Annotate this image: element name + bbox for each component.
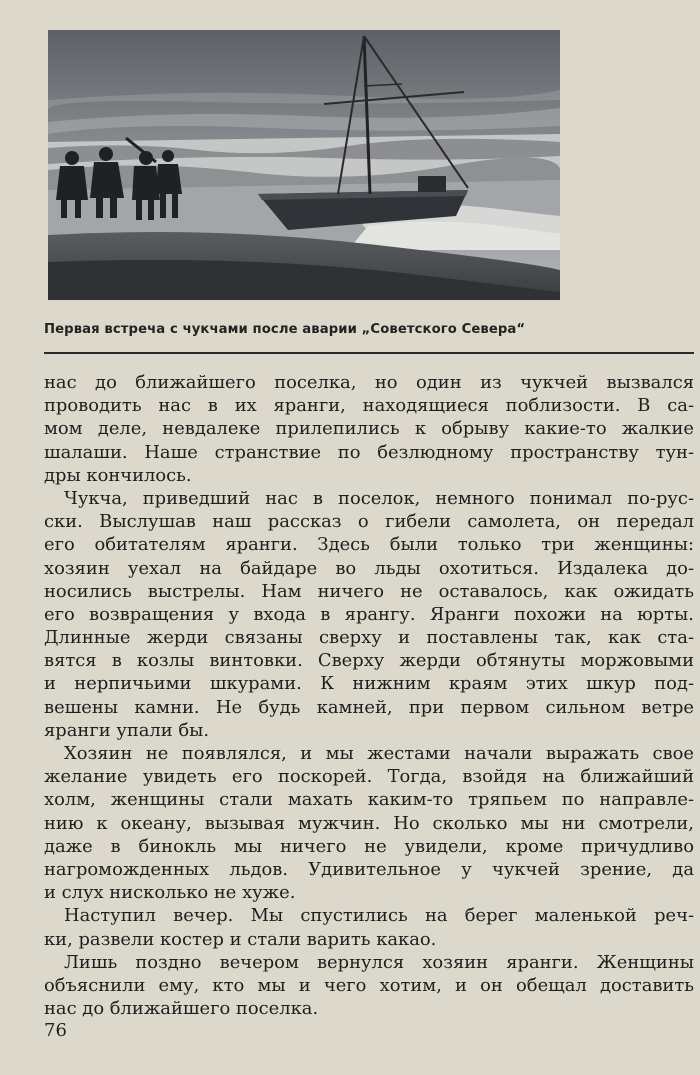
- text-line: нию к океану, вызывая мужчин. Но сколько мы ни смотрели,: [44, 812, 694, 834]
- text-line: яранги упали бы.: [44, 719, 210, 741]
- text-line: хозяин уехал на байдаре во льды охотиться. Издалека до-: [44, 557, 694, 579]
- text-line: Чукча, приведший нас в поселок, немного понимал по-рус-: [64, 487, 694, 509]
- text-line: дры кончилось.: [44, 464, 192, 486]
- text-line: и нерпичьими шкурами. К нижним краям этих шкур под-: [44, 673, 694, 695]
- text-line: холм, женщины стали махать каким-то тряпьем по направле-: [44, 789, 694, 811]
- text-line: проводить нас в их яранги, находящиеся поблизости. В са-: [44, 395, 694, 417]
- body-text: [44, 371, 694, 1020]
- page-number: 76: [44, 1020, 67, 1041]
- text-line: нас до ближайшего поселка, но один из чукчей вызвался: [44, 372, 694, 393]
- text-line: ки, развели костер и стали варить какао.: [44, 928, 437, 950]
- text-line: даже в бинокль мы ничего не увидели, кроме причудливо: [44, 835, 694, 857]
- text-line: Хозяин не появлялся, и мы жестами начали выражать свое: [64, 743, 694, 764]
- text-line: ски. Выслушав наш рассказ о гибели самолета, он передал: [44, 511, 694, 533]
- text-line: нагроможденных льдов. Удивительное у чукчей зрение, да: [44, 858, 694, 880]
- text-line: нас до ближайшего поселка.: [44, 998, 319, 1020]
- text-line: его обитателям яранги. Здесь были только три женщины:: [44, 534, 694, 556]
- text-line: его возвращения у входа в ярангу. Яранги похожи на юрты.: [44, 603, 694, 625]
- text-line: объяснили ему, кто мы и чего хотим, и он обещал доставить: [44, 974, 694, 996]
- figure-caption: Первая встреча с чукчами после аварии „Советского Севера“: [44, 322, 526, 337]
- caption-divider: [44, 352, 694, 354]
- photo-chukchi-meeting-after-crash: [48, 30, 560, 300]
- text-line: носились выстрелы. Нам ничего не оставалось, как ожидать: [44, 580, 694, 602]
- text-line: и слух нисколько не хуже.: [44, 882, 296, 904]
- text-line: Наступил вечер. Мы спустились на берег маленькой реч-: [64, 905, 694, 927]
- text-line: мом деле, невдалеке прилепились к обрыву какие-то жалкие: [44, 418, 694, 440]
- text-line: шалаши. Наше странствие по безлюдному пространству тун-: [44, 441, 694, 463]
- text-line: вешены камни. Не будь камней, при первом сильном ветре: [44, 696, 694, 718]
- text-line: желание увидеть его поскорей. Тогда, взойдя на ближайший: [44, 766, 694, 788]
- text-line: Длинные жерди связаны сверху и поставлены так, как ста-: [44, 627, 694, 649]
- text-line: вятся в козлы винтовки. Сверху жерди обтянуты моржовыми: [44, 650, 694, 672]
- text-line: Лишь поздно вечером вернулся хозяин яранги. Женщины: [64, 951, 694, 973]
- photo-illustration: [48, 30, 560, 300]
